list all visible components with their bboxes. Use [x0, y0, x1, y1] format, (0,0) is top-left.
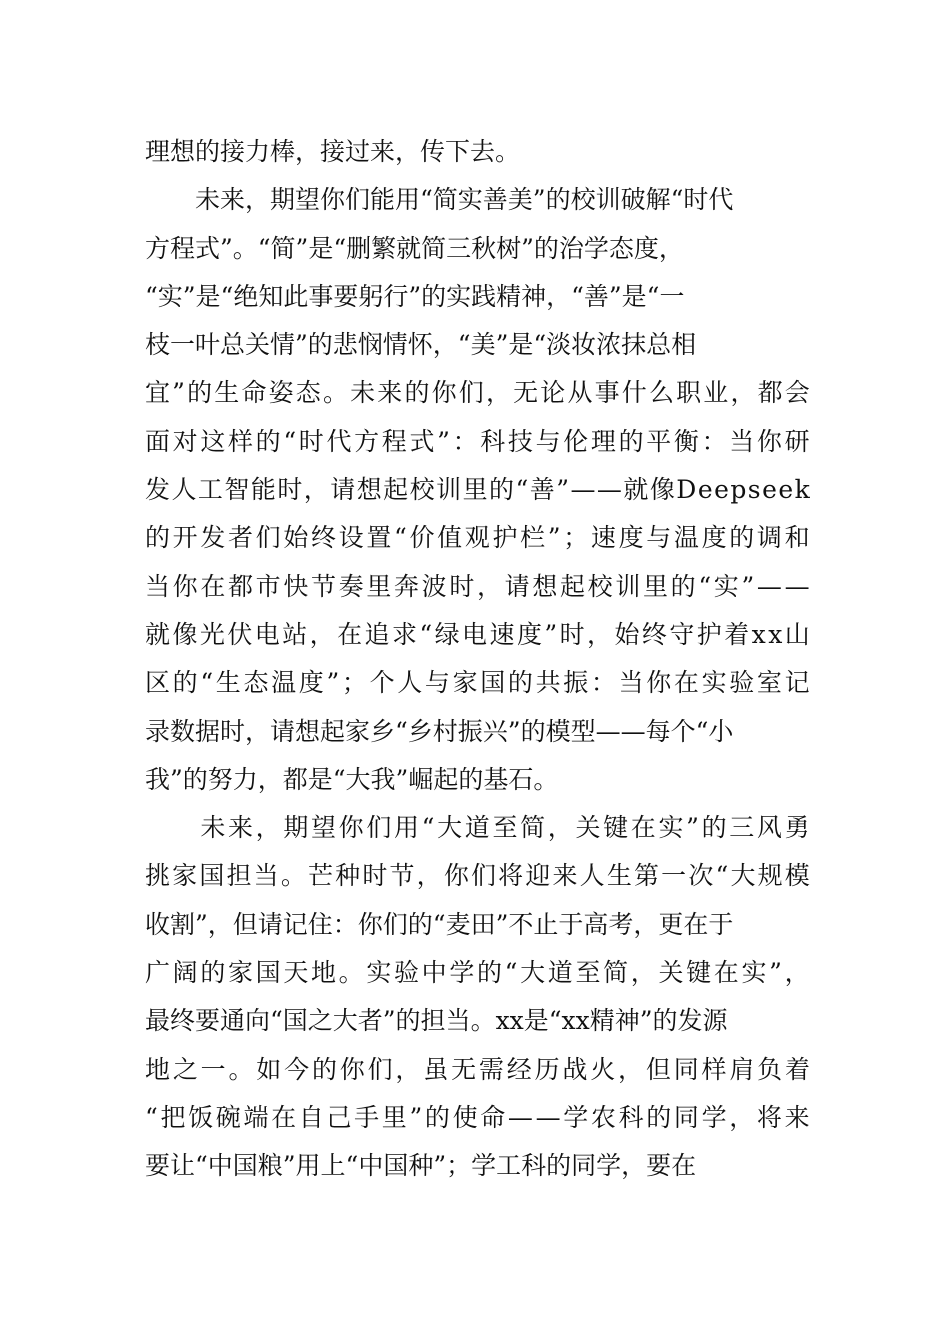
text-line: 面对这样的“时代方程式”：科技与伦理的平衡：当你研 [145, 426, 813, 456]
text-line: “把饭碗端在自己手里”的使命——学农科的同学，将来 [145, 1102, 813, 1132]
text-line: 就像光伏电站，在追求“绿电速度”时，始终守护着xx山 [145, 619, 813, 649]
text-line: 广阔的家国天地。实验中学的“大道至简，关键在实”， [145, 958, 813, 988]
text-line: 宜”的生命姿态。未来的你们，无论从事什么职业，都会 [145, 378, 812, 408]
text-line: 理想的接力棒，接过来，传下去。 [145, 137, 521, 166]
text-line: 未来，期望你们用“大道至简，关键在实”的三风勇 [145, 813, 813, 843]
body-text [145, 128, 813, 1191]
text-line: 录数据时，请想起家乡“乡村振兴”的模型——每个“小 [145, 716, 734, 746]
text-line: “实”是“绝知此事要躬行”的实践精神，“善”是“一 [145, 281, 685, 311]
text-line: 方程式”。“简”是“删繁就简三秋树”的治学态度， [145, 233, 684, 263]
text-line: 挑家国担当。芒种时节，你们将迎来人生第一次“大规模 [145, 861, 812, 891]
text-line: 地之一。如今的你们，虽无需经历战火，但同样肩负着 [145, 1054, 813, 1084]
text-line: 收割”，但请记住：你们的“麦田”不止于高考，更在于 [145, 909, 734, 939]
text-line: 我”的努力，都是“大我”崛起的基石。 [145, 764, 559, 794]
text-line: 最终要通向“国之大者”的担当。xx是“xx精神”的发源 [145, 1006, 728, 1036]
text-line: 枝一叶总关情”的悲悯情怀，“美”是“淡妆浓抹总相 [145, 330, 697, 360]
text-line: 当你在都市快节奏里奔波时，请想起校训里的“实”—— [145, 571, 813, 601]
text-line: 的开发者们始终设置“价值观护栏”；速度与温度的调和 [145, 523, 813, 553]
text-line: 未来，期望你们能用“简实善美”的校训破解“时代 [145, 185, 734, 215]
text-line: 要让“中国粮”用上“中国种”；学工科的同学，要在 [145, 1151, 697, 1181]
text-line: 发人工智能时，请想起校训里的“善”——就像Deepseek [145, 475, 812, 505]
text-line: 区的“生态温度”；个人与家国的共振：当你在实验室记 [145, 668, 813, 698]
